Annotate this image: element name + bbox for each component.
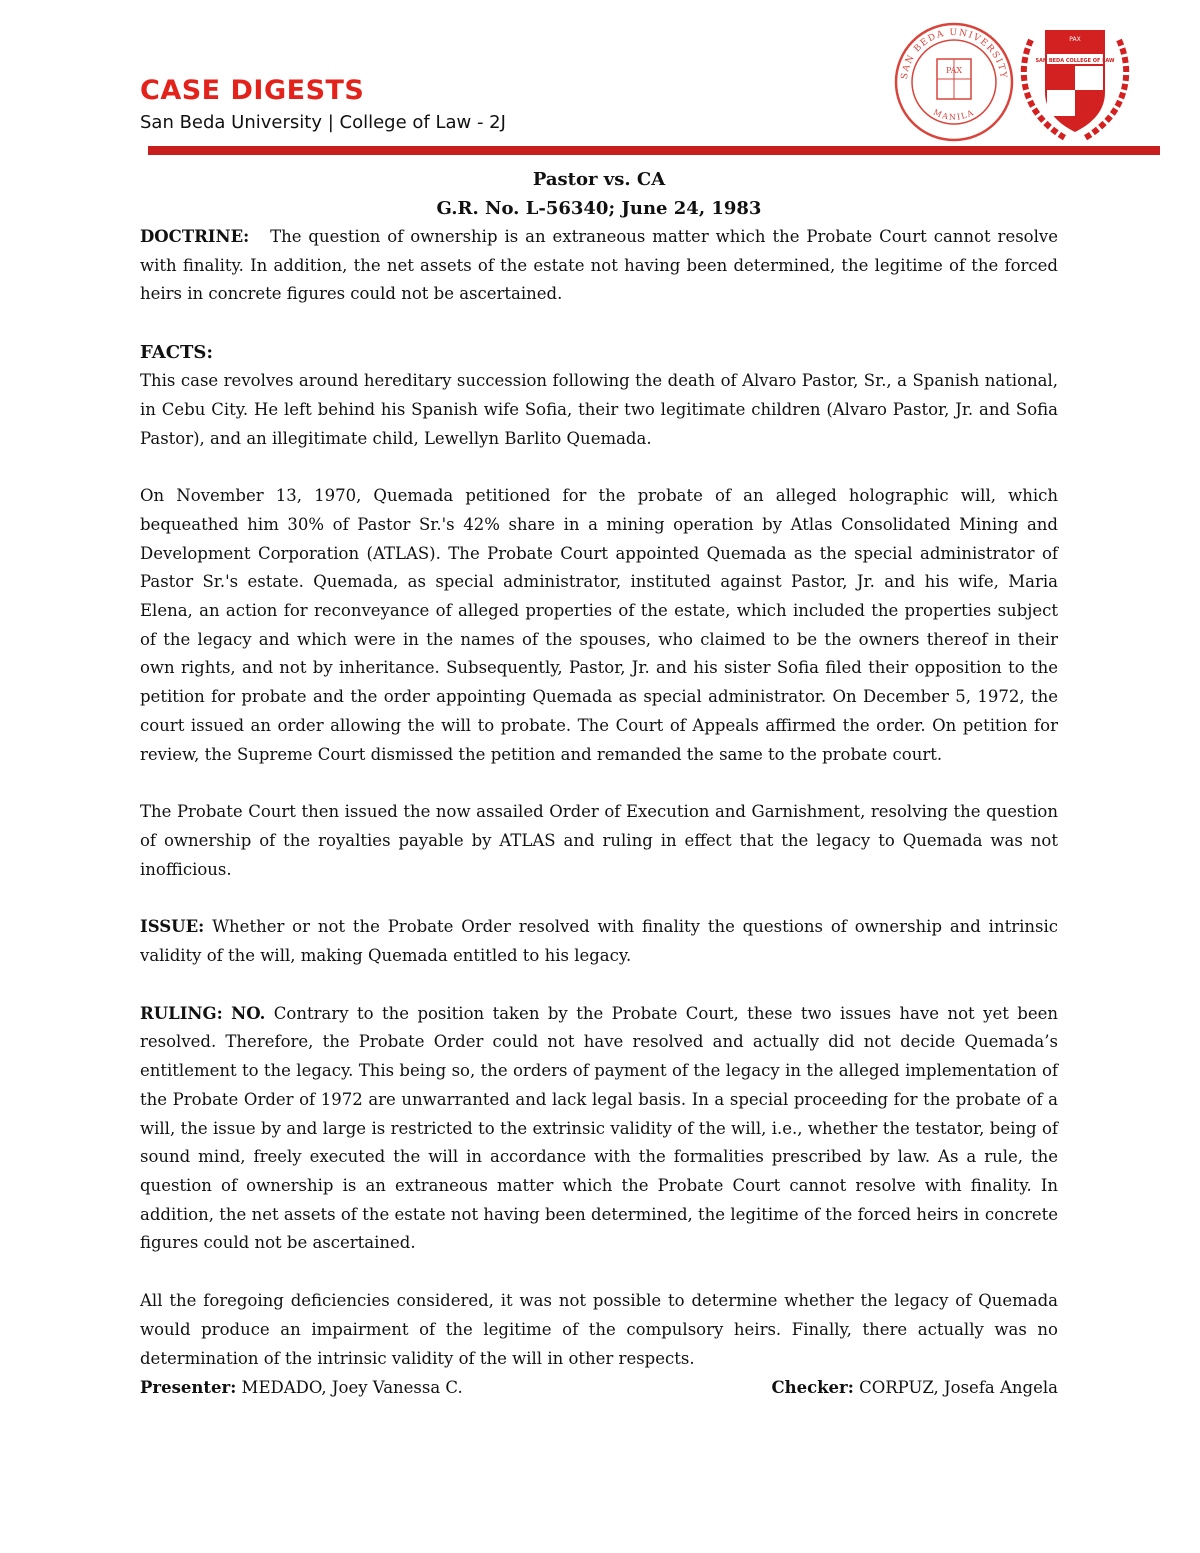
issue-section <box>140 913 1058 970</box>
presenter-name: MEDADO, Joey Vanessa C. <box>241 1378 463 1398</box>
seal-ring-text: SAN BEDA UNIVERSITY <box>899 27 1009 80</box>
seal-center-text: PAX <box>945 66 963 75</box>
college-crest-logo <box>1013 20 1137 148</box>
ruling-paragraph-2: All the foregoing deficiencies considered, it was not possible to determine whether the legacy of Quemada would produce an impairment of the legitime of the compulsory heirs. Finally, there actually was no determination of the intrinsic validity of the will in other respects. <box>140 1291 1058 1368</box>
case-title: Pastor vs. CA <box>532 169 666 190</box>
presenter <box>140 1373 463 1402</box>
ruling-section <box>140 1000 1058 1258</box>
header-divider <box>148 146 1160 155</box>
facts-label: FACTS: <box>140 342 214 364</box>
checker-name: CORPUZ, Josefa Angela <box>859 1378 1058 1398</box>
facts-paragraph-3: The Probate Court then issued the now assailed Order of Execution and Garnishment, resolving the question of ownership of the royalties payable by ATLAS and ruling in effect that the legacy to Quemada was not inofficious. <box>140 802 1058 879</box>
svg-text:MANILA <box>932 108 976 122</box>
issue-label: ISSUE: <box>140 917 205 937</box>
ruling-answer: NO. <box>231 1003 266 1023</box>
checker-label: Checker: <box>771 1378 854 1398</box>
presenter-label: Presenter: <box>140 1378 237 1398</box>
ruling-text: Contrary to the position taken by the Probate Court, these two issues have not yet been resolved. Therefore, the Probate Order could not have resolved and actually did not decide Quemada’s entitlement to the legacy. This being so, the orders of payment of the legacy in the alleged implementation of the Probate Order of 1972 are unwarranted and lack legal basis. In a special proceeding for the probate of a will, the issue by and large is restricted to the extrinsic validity of the will, i.e., whether the testator, being of sound mind, freely executed the will in accordance with the formalities prescribed by law. As a rule, the question of ownership is an extraneous matter which the Probate Court cannot resolve with finality. In addition, the net assets of the estate not having been determined, the legitime of the forced heirs in concrete figures could not be ascertained. <box>140 1003 1058 1253</box>
ruling-label: RULING: <box>140 1003 223 1023</box>
header-subtitle: San Beda University | College of Law - 2J <box>140 112 506 133</box>
document-header <box>140 74 506 136</box>
case-gr-number: G.R. No. L-56340; June 24, 1983 <box>436 198 762 219</box>
seal-bottom-text: MANILA <box>931 107 977 122</box>
doctrine-section <box>140 223 1058 309</box>
issue-text: Whether or not the Probate Order resolved with finality the questions of ownership and intrinsic validity of the will, making Quemada entitled to his legacy. <box>140 917 1058 966</box>
checker <box>771 1373 1058 1402</box>
case-digest-body <box>140 165 1058 1402</box>
crest-top-text: PAX <box>1069 36 1081 43</box>
signature-row <box>140 1373 1058 1402</box>
header-title: CASE DIGESTS <box>140 75 365 106</box>
university-seal-logo <box>893 21 1015 143</box>
doctrine-text: The question of ownership is an extraneous matter which the Probate Court cannot resolve with finality. In addition, the net assets of the estate not having been determined, the legitime of the forced heirs in concrete figures could not be ascertained. <box>140 227 1058 304</box>
facts-paragraph-1: This case revolves around hereditary succession following the death of Alvaro Pastor, Sr., a Spanish national, in Cebu City. He left behind his Spanish wife Sofia, their two legitimate children (Alvaro Pastor, Jr. and Sofia Pastor), and an illegitimate child, Lewellyn Barlito Quemada. <box>140 371 1058 448</box>
doctrine-label: DOCTRINE: <box>140 227 250 246</box>
facts-paragraph-2: On November 13, 1970, Quemada petitioned for the probate of an alleged holographic will, which bequeathed him 30% of Pastor Sr.'s 42% share in a mining operation by Atlas Consolidated Mining and Development Corporation (ATLAS). The Probate Court appointed Quemada as the special administrator of Pastor Sr.'s estate. Quemada, as special administrator, instituted against Pastor, Jr. and his wife, Maria Elena, an action for reconveyance of alleged properties of the estate, which included the properties subject of the legacy and which were in the names of the spouses, who claimed to be the owners thereof in their own rights, and not by inheritance. Subsequently, Pastor, Jr. and his sister Sofia filed their opposition to the petition for probate and the order appointing Quemada as special administrator. On December 5, 1972, the court issued an order allowing the will to probate. The Court of Appeals affirmed the order. On petition for review, the Supreme Court dismissed the petition and remanded the same to the probate court. <box>140 486 1058 764</box>
crest-text: SAN BEDA COLLEGE OF LAW <box>1035 58 1115 64</box>
